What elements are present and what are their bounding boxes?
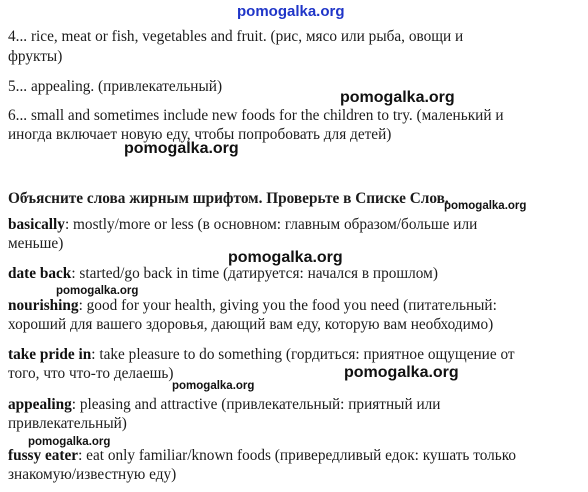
term-date-back: date back: [8, 265, 72, 282]
term-basically: basically: [8, 216, 65, 233]
definition-appealing-text: : pleasing and attractive (привлекательный: приятный или: [71, 396, 441, 413]
definition-take-pride-in-line-1: [8, 346, 515, 364]
definition-nourishing-line-2: хороший для вашего здоровья, дающий вам еду, которую вам необходимо): [8, 316, 494, 333]
definition-basically-line-2: меньше): [8, 235, 64, 252]
watermark: pomogalka.org: [344, 364, 459, 381]
definition-fussy-eater-line-1: [8, 447, 516, 465]
item-4-line-1: [8, 28, 463, 46]
watermark: pomogalka.org: [172, 380, 255, 392]
item-4-line-2: фрукты): [8, 48, 63, 65]
definition-basically-text: : mostly/more or less (в основном: главным образом/больше или: [64, 216, 478, 233]
definition-appealing-line-2: привлекательный): [8, 415, 127, 432]
definition-basically-line-1: [8, 216, 477, 234]
item-5-number: 5...: [8, 78, 28, 95]
item-6-line-1: [8, 107, 504, 125]
item-4-number: 4...: [8, 28, 28, 45]
watermark: pomogalka.org: [124, 140, 239, 157]
definition-fussy-eater-text: : eat only familiar/known foods (привередливый едок: кушать только: [78, 447, 517, 464]
term-nourishing: nourishing: [8, 297, 79, 314]
watermark-top: pomogalka.org: [237, 3, 345, 20]
watermark: pomogalka.org: [444, 200, 527, 212]
section-heading: Объясните слова жирным шрифтом. Проверьте в Списке Слов.: [8, 190, 449, 207]
watermark: pomogalka.org: [228, 249, 343, 266]
definition-nourishing-line-1: [8, 297, 497, 315]
watermark: pomogalka.org: [28, 436, 111, 448]
definition-appealing-line-1: [8, 396, 440, 414]
term-take-pride-in: take pride in: [8, 346, 92, 363]
item-6-number: 6...: [8, 107, 28, 124]
definition-take-pride-in-line-2: того, что что-то делаешь): [8, 365, 174, 382]
term-appealing: appealing: [8, 396, 72, 413]
definition-nourishing-text: : good for your health, giving you the food you need (питательный:: [78, 297, 497, 314]
definition-date-back-text: : started/go back in time (датируется: начался в прошлом): [71, 265, 438, 282]
watermark: pomogalka.org: [340, 89, 455, 106]
item-6-line-2: иногда включает новую еду, чтобы попробовать для детей): [8, 126, 392, 143]
item-4-text: rice, meat or fish, vegetables and fruit. (рис, мясо или рыба, овощи и: [27, 28, 464, 45]
item-6-text: small and sometimes include new foods for the children to try. (маленький и: [27, 107, 504, 124]
definition-take-pride-in-text: : take pleasure to do something (гордиться: приятное ощущение от: [91, 346, 515, 363]
term-fussy-eater: fussy eater: [8, 447, 79, 464]
item-5-text: appealing. (привлекательный): [27, 78, 223, 95]
watermark: pomogalka.org: [56, 285, 139, 297]
definition-date-back: [8, 265, 438, 283]
definition-fussy-eater-line-2: знакомую/известную еду): [8, 466, 177, 483]
item-5-line-1: [8, 78, 222, 96]
